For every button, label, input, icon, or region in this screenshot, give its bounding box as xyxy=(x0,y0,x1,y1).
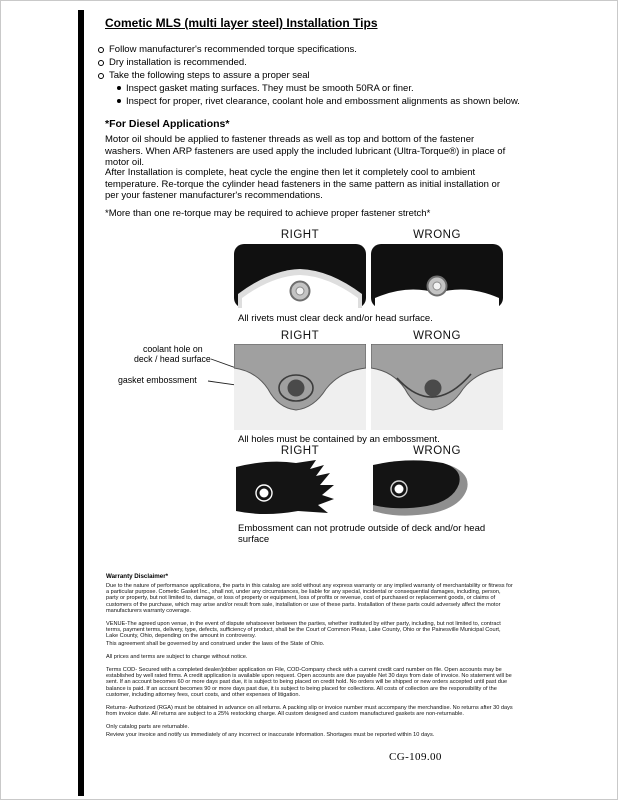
left-margin-bar xyxy=(78,10,84,796)
embossment-protruding-illustration xyxy=(371,459,503,521)
row2-panels xyxy=(234,344,503,430)
retorque-note: *More than one re-torque may be required to achieve proper fastener stretch* xyxy=(105,208,431,219)
dot-bullet-icon xyxy=(117,86,121,90)
row1-panels xyxy=(234,244,503,308)
page-title: Cometic MLS (multi layer steel) Installation Tips xyxy=(105,16,378,30)
row3-panels xyxy=(234,459,503,521)
circle-bullet-icon xyxy=(98,73,104,79)
coolant-right-diagram xyxy=(234,344,366,430)
row3-caption: Embossment can not protrude outside of deck and/or head surface xyxy=(238,523,486,545)
row3-labels xyxy=(234,445,503,457)
circle-bullet-icon xyxy=(98,60,104,66)
right-label: RIGHT xyxy=(280,229,320,241)
document-code: CG-109.00 xyxy=(389,751,442,763)
legal-paragraph: VENUE-The agreed upon venue, in the event of dispute whatsoever between the parties, whether instituted by either party, including, but not limited to, contract terms, payment terms, delivery, type, defects, sufficiency of product, shall be the Court of Common Pleas, Lake County, Ohio or the Painesville Municipal Court, Lake County, Ohio, depending on the amount in controversy. xyxy=(106,621,501,640)
rivet-right-diagram xyxy=(234,244,366,308)
legal-paragraph: Terms COD- Secured with a completed dealer/jobber application on File, COD-Company check with a current credit card number on file. Open accounts may be established by well rated firms. A credit application is available upon request. Open accounts are due payable Net 30 days from date of invoice. No statement will be sent. If an account becomes 60 or more days past due, it is subject to being placed on credit hold. No orders will be shipped or new orders accepted until past due balance is paid. If an account becomes 90 or more days past due, it is subject to being placed for collections. All costs of collection are the responsibility of the customer, including attorney fees, court costs, and other expenses of litigation. xyxy=(106,667,512,698)
right-label: RIGHT xyxy=(280,330,320,342)
row1-labels xyxy=(234,229,503,241)
legal-paragraph: Due to the nature of performance applications, the parts in this catalog are sold without any express warranty or any implied warranty of merchantability or fitness for a particular purpose. Cometic Gasket Inc., shall not, under any circumstances, be liable for any special, incidental or consequential damages, including, person, party or property, but not limited to, damage, or loss of property or equipment, loss of profits or revenue, cost of purchased or replacement goods, or claims of customers of the purchase, which may arise and/or result from sale, installation or use of these parts. Installation of these parts could adversely affect the motor manufacturers warranty coverage. xyxy=(106,583,513,614)
tip-text: Dry installation is recommended. xyxy=(109,57,247,68)
row1-caption: All rivets must clear deck and/or head surface. xyxy=(238,313,433,324)
row2-labels xyxy=(234,330,503,342)
warranty-disclaimer-heading: Warranty Disclaimer* xyxy=(106,573,169,580)
embossment-right-diagram xyxy=(234,459,366,521)
wrong-label: WRONG xyxy=(413,445,461,457)
coolant-hole-callout-line1: coolant hole on xyxy=(143,344,203,354)
sub-tip-text: Inspect gasket mating surfaces. They must be smooth 50RA or finer. xyxy=(126,83,414,94)
coolant-wrong-diagram xyxy=(371,344,503,430)
embossment-inside-illustration xyxy=(234,459,366,521)
sub-tip-text: Inspect for proper, rivet clearance, coolant hole and embossment alignments as shown below. xyxy=(126,96,520,107)
diesel-paragraph-2: After Installation is complete, heat cycle the engine then let it completely cool to ambient temperature. Re-torque the cylinder head fasteners in the same pattern as initial installation or per your fastener manufacturer's recommendations. xyxy=(105,167,500,201)
tip-item xyxy=(98,43,568,56)
rivet-clear-illustration xyxy=(234,244,366,308)
legal-paragraph: Only catalog parts are returnable. xyxy=(106,724,190,731)
sub-tip-item xyxy=(117,82,568,95)
legal-paragraph: Returns- Authorized (RGA) must be obtained in advance on all returns. A packing slip or invoice number must accompany the merchandise. No returns after 30 days from invoice date. All returns are subject to a 25% restocking charge. All custom designed and custom manufactured gaskets are non-returnable. xyxy=(106,705,513,718)
legal-paragraph: This agreement shall be governed by and construed under the laws of the State of Ohio. xyxy=(106,640,325,647)
legal-section xyxy=(106,573,514,745)
rivet-wrong-diagram xyxy=(371,244,503,308)
dot-bullet-icon xyxy=(117,99,121,103)
embossment-wrong-diagram xyxy=(371,459,503,521)
wrong-label: WRONG xyxy=(413,330,461,342)
tip-item xyxy=(98,69,568,82)
hole-contained-illustration xyxy=(234,344,366,430)
row2-caption: All holes must be contained by an embossment. xyxy=(238,434,440,445)
tips-list xyxy=(98,43,568,108)
gasket-embossment-callout: gasket embossment xyxy=(118,375,197,385)
tip-text: Take the following steps to assure a proper seal xyxy=(109,70,310,81)
circle-bullet-icon xyxy=(98,47,104,53)
tip-item xyxy=(98,56,568,69)
coolant-hole-callout-line2: deck / head surface xyxy=(134,354,211,364)
tip-text: Follow manufacturer's recommended torque specifications. xyxy=(109,44,357,55)
diesel-paragraph-1: Motor oil should be applied to fastener threads as well as top and bottom of the fastener washers. When ARP fasteners are used apply the included lubricant (Ultra-Torque®) in place of motor oil. xyxy=(105,134,506,168)
wrong-label: WRONG xyxy=(413,229,461,241)
right-label: RIGHT xyxy=(280,445,320,457)
rivet-interference-illustration xyxy=(371,244,503,308)
legal-paragraph: All prices and terms are subject to change without notice. xyxy=(106,653,248,660)
hole-not-contained-illustration xyxy=(371,344,503,430)
legal-paragraph: Review your invoice and notify us immediately of any incorrect or inaccurate information. Shortages must be reported within 10 days. xyxy=(106,731,435,738)
diesel-section-heading: *For Diesel Applications* xyxy=(105,118,230,130)
sub-tip-item xyxy=(117,95,568,108)
